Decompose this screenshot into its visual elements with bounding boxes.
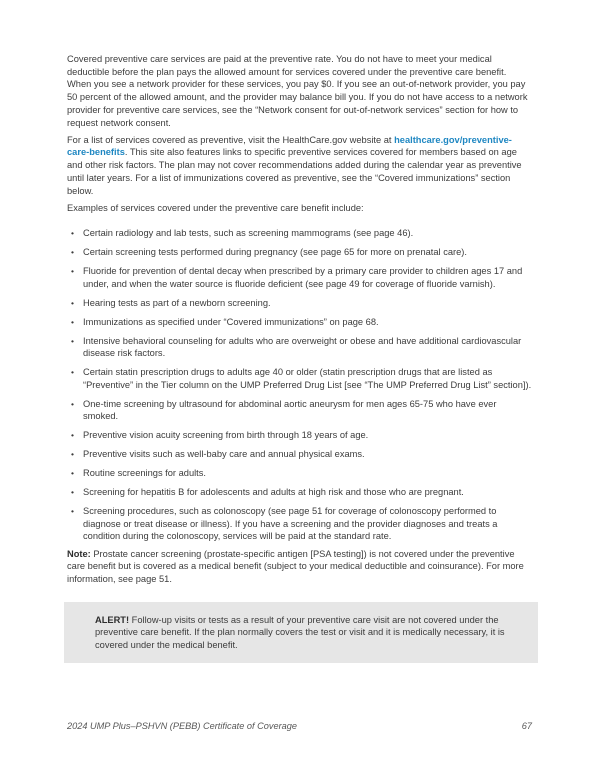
list-item-fluoride: • Fluoride for prevention of dental decay when prescribed by a primary care provider to children ages 17 and under, and when the water source is fluoride deficient (see page 49 for coverage of fluoride varnish). [67, 265, 533, 290]
paragraph-text-before-link: For a list of services covered as preventive, visit the HealthCare.gov website at [67, 134, 395, 145]
footer-page-number: 67 [521, 721, 532, 731]
note-paragraph [67, 548, 533, 586]
list-item-radiology-lab-tests: • Certain radiology and lab tests, such as screening mammograms (see page 46). [67, 227, 533, 240]
note-label: Note: [67, 548, 91, 559]
footer-document-title: 2024 UMP Plus–PSHVN (PEBB) Certificate of Coverage [67, 721, 297, 731]
list-item-behavioral-counseling: • Intensive behavioral counseling for adults who are overweight or obese and have additional cardiovascular disease risk factors. [67, 335, 533, 360]
healthcare-gov-preventive-care-benefits-link[interactable]: healthcare.gov/preventive-care-benefits [67, 134, 512, 158]
list-item-pregnancy-screening: • Certain screening tests performed during pregnancy (see page 65 for more on prenatal care). [67, 246, 533, 259]
alert-text: Follow-up visits or tests as a result of your preventive care visit are not covered under the preventive care benefit. If the plan normally covers the test or visit and it is medically necessary, it is covered under the medical benefit. [95, 614, 505, 651]
list-item-colonoscopy: • Screening procedures, such as colonoscopy (see page 51 for coverage of colonoscopy performed to diagnose or treat disease or illness). If you have a screening and the provider diagnoses and treats a condition during the colonoscopy, services will be paid at the standard rate. [67, 505, 533, 543]
list-item-hepatitis-b-screening: • Screening for hepatitis B for adolescents and adults at high risk and those who are pregnant. [67, 486, 533, 499]
note-text: Prostate cancer screening (prostate-specific antigen [PSA testing]) is not covered under the preventive care benefit but is covered as a medical benefit (subject to your medical deductible and coinsurance). For more information, see page 51. [67, 548, 524, 584]
list-item-statin-drugs: • Certain statin prescription drugs to adults age 40 or older (statin prescription drugs that are listed as “Preventive” in the Tier column on the UMP Preferred Drug List [see “The UMP Preferred Drug List” section]). [67, 366, 533, 391]
list-item-routine-screenings: • Routine screenings for adults. [67, 467, 533, 480]
preventive-services-list [67, 227, 533, 543]
list-item-immunizations: • Immunizations as specified under “Covered immunizations” on page 68. [67, 316, 533, 329]
list-item-vision-screening: • Preventive vision acuity screening from birth through 18 years of age. [67, 429, 533, 442]
list-item-aortic-aneurysm-screening: • One-time screening by ultrasound for abdominal aortic aneurysm for men ages 65-75 who have ever smoked. [67, 398, 533, 423]
paragraph-preventive-rate: Covered preventive care services are paid at the preventive rate. You do not have to meet your medical deductible before the plan pays the allowed amount for services covered under the preventive care benefit. When you see a network provider for these services, you pay $0. If you see an out-of-network provider, you pay 50 percent of the allowed amount, and the provider may balance bill you. If you do not have access to a network provider for preventive care services, see the “Network consent for out-of-network services” section for how to request network consent. [67, 54, 528, 128]
examples-intro-line: Examples of services covered under the preventive care benefit include: [67, 202, 364, 213]
paragraph-healthcare-gov [67, 134, 533, 198]
list-item-preventive-visits: • Preventive visits such as well-baby care and annual physical exams. [67, 448, 533, 461]
alert-box [64, 602, 538, 663]
paragraph-text-after-link: . This site also features links to specific preventive services covered for members based on age and other risk factors. The plan may not cover recommendations added during the calendar year as preventive until later years. For a list of immunizations covered as preventive, see the “Covered immunizations” section below. [67, 147, 522, 196]
list-item-hearing-tests: • Hearing tests as part of a newborn screening. [67, 297, 533, 310]
page-footer [67, 720, 532, 733]
alert-label: ALERT! [95, 614, 130, 625]
